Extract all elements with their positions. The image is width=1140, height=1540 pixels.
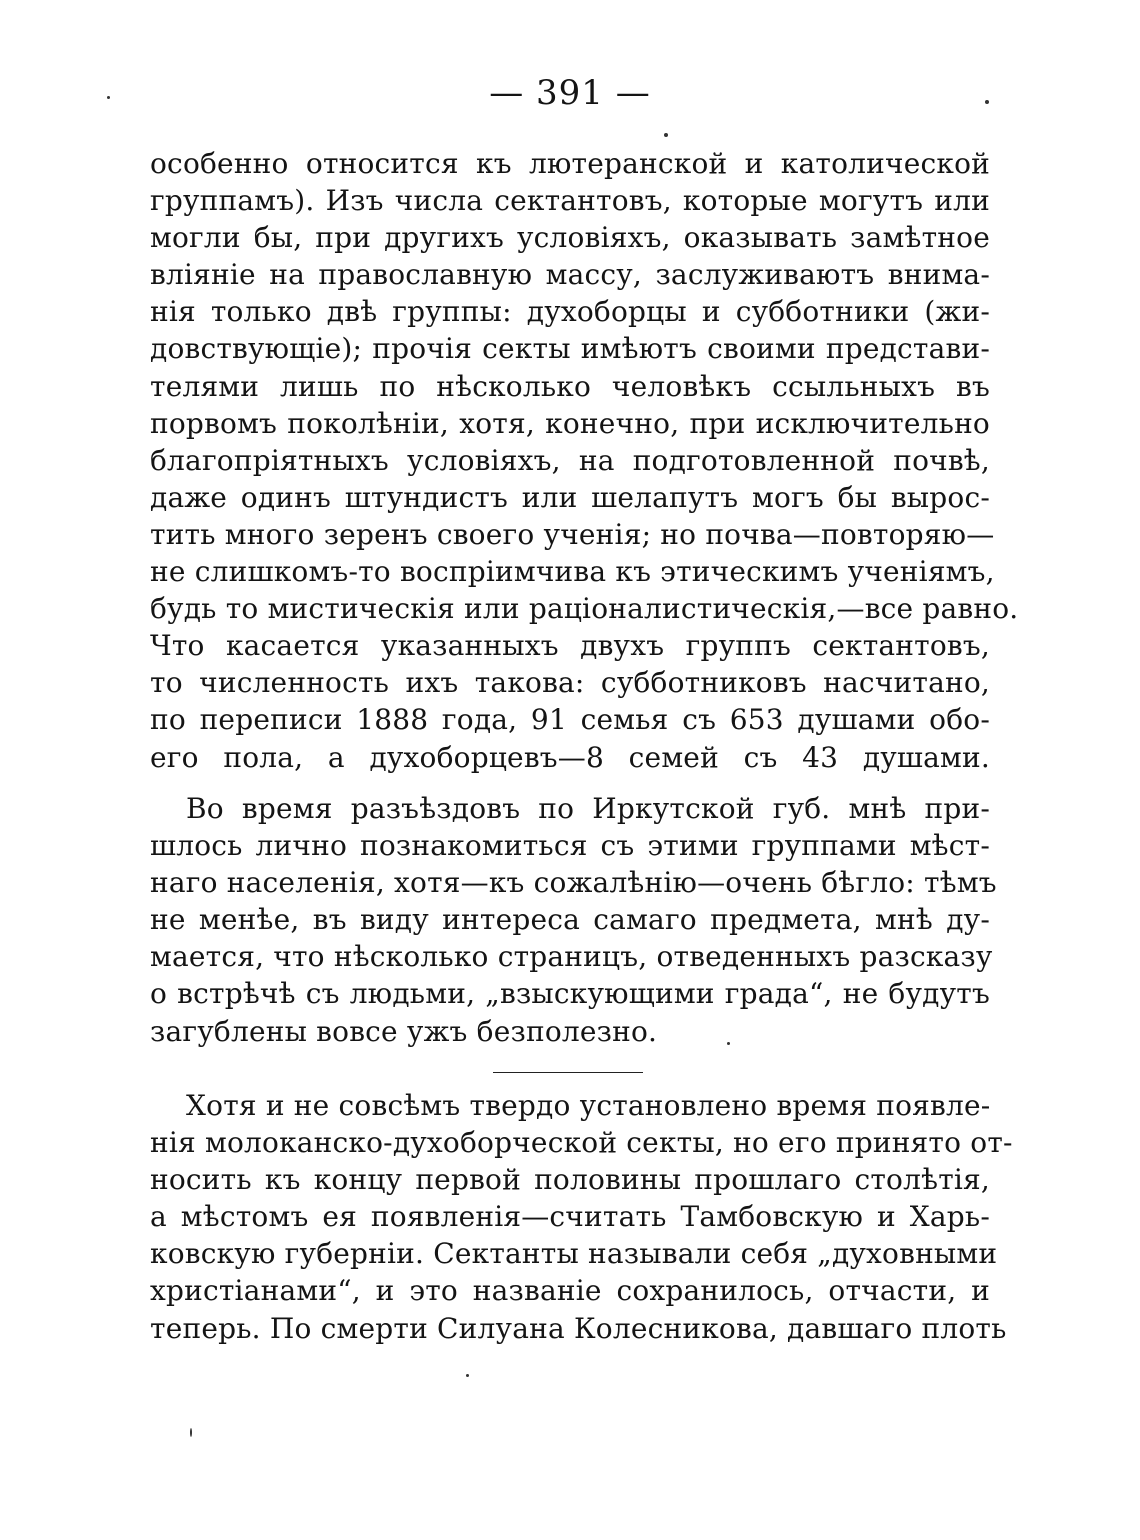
text-line: его пола, а духоборцевъ—8 семей съ 43 душами. [150, 740, 990, 774]
text-line: носить къ концу первой половины прошлаго столѣтія, [150, 1163, 990, 1197]
text-line: порвомъ поколѣніи, хотя, конечно, при исключительно [150, 406, 990, 440]
scan-speck [466, 1374, 469, 1377]
text-line: Что касается указанныхъ двухъ группъ сектантовъ, [150, 629, 990, 663]
text-line: даже одинъ штундистъ или шелапутъ могъ бы вырос- [150, 480, 990, 514]
text-line: могли бы, при другихъ условіяхъ, оказывать замѣтное [150, 221, 990, 255]
text-line: тить много зеренъ своего ученія; но почва—повторяю— [150, 517, 995, 551]
text-line: а мѣстомъ ея появленія—считать Тамбовскую и Харь- [150, 1200, 990, 1234]
scan-speck [107, 96, 110, 99]
text-line: ковскую губерніи. Сектанты называли себя „духовными [150, 1237, 998, 1271]
text-line: о встрѣчѣ съ людьми, „взыскующими града“, не будутъ [150, 977, 990, 1011]
page-number: — 391 — [489, 73, 651, 113]
text-line: вліяніе на православную массу, заслуживаютъ внима- [150, 258, 990, 292]
text-line: Во время разъѣздовъ по Иркутской губ. мнѣ при- [186, 792, 990, 825]
text-line: благопріятныхъ условіяхъ, на подготовленной почвѣ, [150, 443, 990, 477]
text-line: шлось лично познакомиться съ этими группами мѣст- [150, 829, 990, 863]
text-line: нія только двѣ группы: духоборцы и субботники (жи- [150, 295, 990, 329]
text-line: довствующіе); прочія секты имѣютъ своими представи- [150, 332, 990, 366]
text-line: не слишкомъ-то воспріимчива къ этическимъ ученіямъ, [150, 555, 995, 589]
section-divider [493, 1072, 643, 1073]
text-line: загублены вовсе ужъ безполезно. [150, 1014, 658, 1048]
text-line: мается, что нѣсколько страницъ, отведенныхъ разсказу [150, 940, 993, 974]
scan-speck [727, 1042, 730, 1045]
paragraph-2 [150, 790, 997, 1050]
text-line: Хотя и не совсѣмъ твердо установлено время появле- [186, 1089, 991, 1122]
scan-speck [664, 133, 668, 137]
scan-speck [190, 1428, 192, 1437]
paragraph-3 [150, 1087, 1013, 1347]
text-line: наго населенія, хотя—къ сожалѣнію—очень бѣгло: тѣмъ [150, 866, 997, 900]
text-line: то численность ихъ такова: субботниковъ насчитано, [150, 666, 990, 700]
text-line: группамъ). Изъ числа сектантовъ, которые могутъ или [150, 184, 990, 218]
text-line: телями лишь по нѣсколько человѣкъ ссыльныхъ въ [150, 369, 990, 403]
text-line: будь то мистическія или раціоналистическія,—все равно. [150, 592, 1019, 626]
text-line: особенно относится къ лютеранской и католической [150, 147, 990, 180]
text-line: христіанами“, и это названіе сохранилось, отчасти, и [150, 1274, 990, 1308]
text-line: не менѣе, въ виду интереса самаго предмета, мнѣ ду- [150, 903, 990, 937]
text-line: теперь. По смерти Силуана Колесникова, давшаго плоть [150, 1311, 1007, 1345]
paragraph-1 [150, 145, 1019, 776]
text-line: по переписи 1888 года, 91 семья съ 653 душами обо- [150, 703, 990, 737]
text-line: нія молоканско-духоборческой секты, но его принято от- [150, 1126, 1013, 1160]
scan-speck [985, 100, 989, 104]
